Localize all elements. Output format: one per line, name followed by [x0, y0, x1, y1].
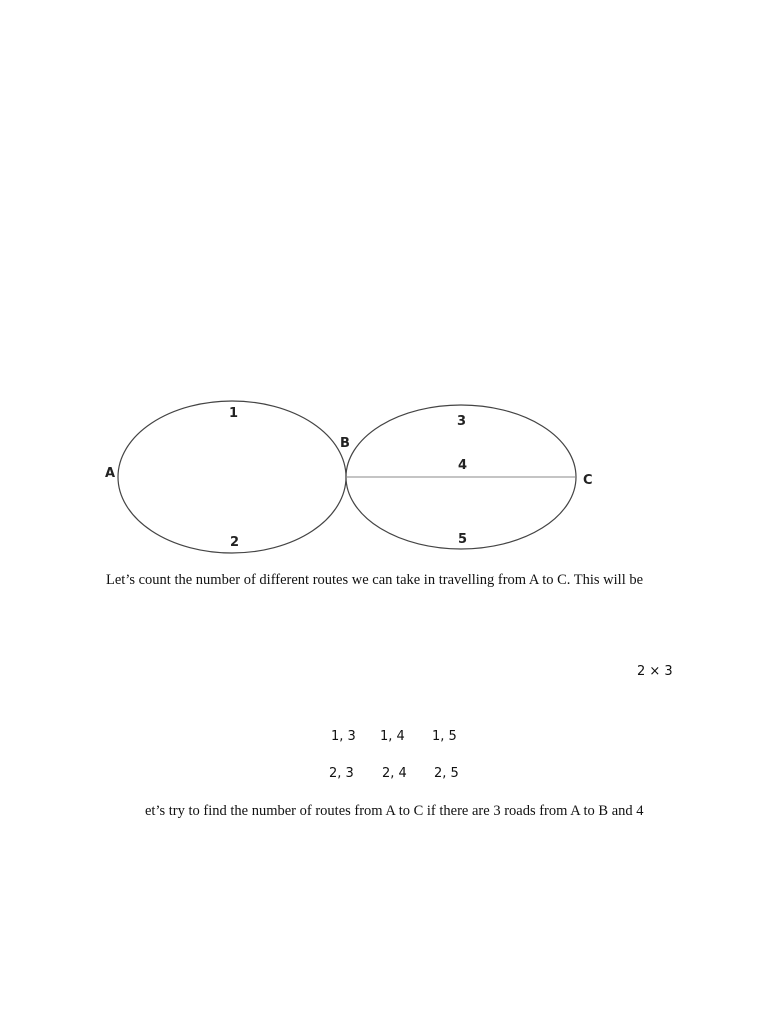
route-1-3: 1, 3 [331, 729, 356, 744]
route-2-5: 2, 5 [434, 766, 459, 781]
label-B: B [340, 436, 350, 451]
label-road-2: 2 [230, 535, 240, 550]
question-paragraph: et’s try to find the number of routes from A to C if there are 3 roads from A to B and 4 [145, 803, 644, 819]
label-A: A [105, 466, 116, 481]
label-C: C [583, 473, 593, 488]
label-road-4: 4 [458, 458, 468, 473]
label-road-1: 1 [229, 406, 239, 421]
product-expression: 2 × 3 [637, 664, 673, 679]
road-ellipse-a-b [118, 401, 346, 553]
label-road-5: 5 [458, 532, 468, 547]
route-2-4: 2, 4 [382, 766, 407, 781]
route-2-3: 2, 3 [329, 766, 354, 781]
route-1-5: 1, 5 [432, 729, 457, 744]
route-1-4: 1, 4 [380, 729, 405, 744]
intro-paragraph: Let’s count the number of different routes we can take in travelling from A to C. This will be [106, 572, 644, 588]
label-road-3: 3 [457, 414, 467, 429]
